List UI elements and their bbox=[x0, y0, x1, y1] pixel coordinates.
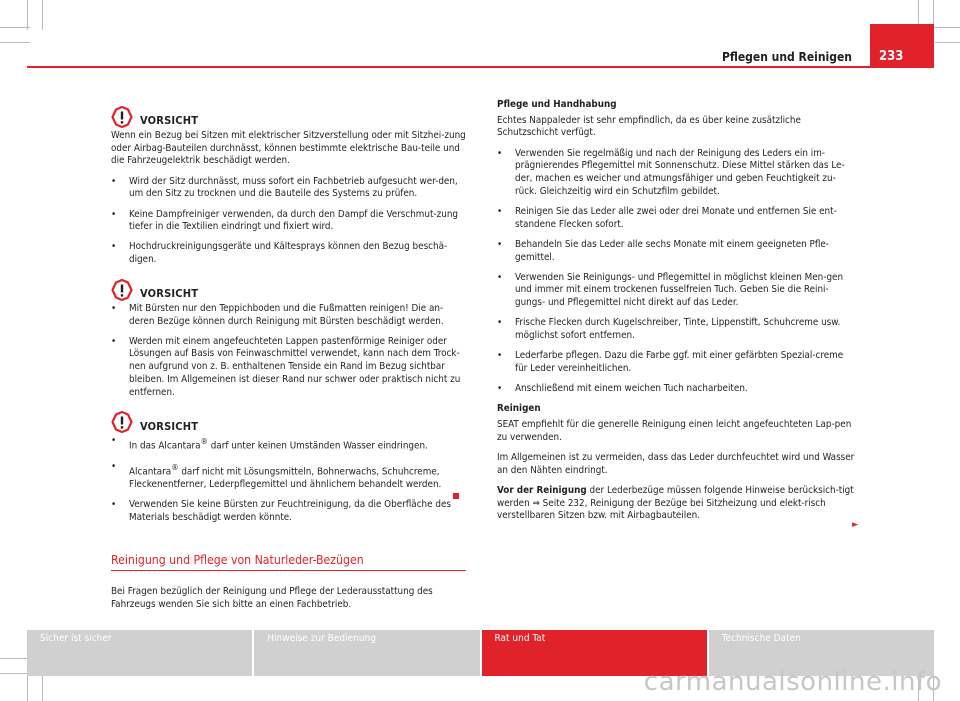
warning-title: VORSICHT bbox=[140, 419, 199, 433]
tab-hinweise-zur-bedienung[interactable]: Hinweise zur Bedienung bbox=[254, 630, 479, 676]
end-of-section-square-icon bbox=[453, 493, 459, 499]
crop-mark bbox=[0, 673, 30, 674]
warning-box-brushes bbox=[111, 279, 466, 399]
warning-header bbox=[111, 411, 466, 433]
section-intro: Bei Fragen bezüglich der Reinigung und Pflege der Lederausstattung des Fahrzeugs wenden Sie sich bitte an einen Fachbetrieb. bbox=[111, 586, 433, 610]
care-heading: Pflege und Handhabung bbox=[497, 99, 617, 110]
crop-mark bbox=[42, 672, 43, 701]
bullet-text: darf unter keinen Umständen Wasser eindringen. bbox=[207, 440, 428, 452]
care-intro: Echtes Nappaleder ist sehr empfindlich, da es über keine zusätzliche Schutzschicht verfügt. bbox=[497, 114, 801, 139]
crop-mark bbox=[0, 27, 30, 28]
clean-bold-lead: Vor der Reinigung bbox=[497, 484, 587, 496]
warning-bullet bbox=[111, 435, 466, 453]
left-column bbox=[111, 106, 466, 619]
watermark: carmanualsonline.info bbox=[643, 667, 942, 697]
warning-exclamation-icon bbox=[111, 106, 133, 128]
warning-title: VORSICHT bbox=[140, 114, 199, 128]
warning-bullet: • Mit Bürsten nur den Teppichboden und die Fußmatten reinigen! Die an-deren Bezüge können durch Reinigung mit Bürsten beschädigt werden. bbox=[111, 303, 466, 328]
warning-bullet: • Hochdruckreinigungsgeräte und Kältesprays können den Bezug beschä-digen. bbox=[111, 241, 466, 266]
bullet-text: In das Alcantara bbox=[129, 440, 201, 452]
warning-header bbox=[111, 106, 466, 128]
registered-mark: ® bbox=[171, 461, 179, 472]
page-number-badge bbox=[870, 24, 934, 68]
clean-paragraph bbox=[497, 485, 857, 523]
registered-mark: ® bbox=[200, 436, 208, 447]
warning-bullet: • Verwenden Sie keine Bürsten zur Feuchtreinigung, da die Oberfläche des Materials beschädigt werden könnte. bbox=[111, 499, 466, 524]
care-bullet: • Anschließend mit einem weichen Tuch nacharbeiten. bbox=[497, 383, 857, 396]
warning-header bbox=[111, 279, 466, 301]
crop-mark bbox=[27, 0, 28, 30]
crop-mark bbox=[935, 42, 960, 43]
continue-arrow-icon: ► bbox=[852, 520, 859, 530]
warning-bullet: • Werden mit einem angefeuchteten Lappen pastenförmige Reiniger oder Lösungen auf Basis von Feinwaschmittel verwendet, kann nach dem Trock-nen aufgrund von z. B. enthaltenen Tenside ein Rand im Bezug sichtbar bleiben. Im Allgemeinen ist dieser Rand nur schwer oder praktisch nicht zu entfernen. bbox=[111, 336, 466, 400]
warning-intro: Wenn ein Bezug bei Sitzen mit elektrischer Sitzverstellung oder mit Sitzhei-zung oder Airbag-Bauteilen durchnässt, können bestimmte elektrische Bau-teile und die Fahrzeugelektrik beschädigt werden. bbox=[111, 130, 466, 167]
care-bullet: • Verwenden Sie Reinigungs- und Pflegemittel in möglichst kleinen Men-gen und immer mit einem trockenen fusselfreien Tuch. Geben Sie die Reini-gungs- und Pflegemittel nicht direkt auf das Leder. bbox=[497, 272, 857, 310]
care-bullet: • Lederfarbe pflegen. Dazu die Farbe ggf. mit einer gefärbten Spezial-creme für Leder vereinheitlichen. bbox=[497, 350, 857, 375]
tab-sicher-ist-sicher[interactable]: Sicher ist sicher bbox=[27, 630, 252, 676]
section-heading: Reinigung und Pflege von Naturleder-Bezügen bbox=[111, 553, 364, 568]
care-bullet: • Frische Flecken durch Kugelschreiber, Tinte, Lippenstift, Schuhcreme usw. möglichst sofort entfernen. bbox=[497, 317, 857, 342]
clean-paragraph: Im Allgemeinen ist zu vermeiden, dass das Leder durchfeuchtet wird und Wasser an den Nähten eindringt. bbox=[497, 451, 855, 476]
header-rule bbox=[27, 66, 870, 68]
warning-box-alcantara bbox=[111, 411, 466, 524]
warning-exclamation-icon bbox=[111, 279, 133, 301]
clean-cross-reference-text[interactable]: der Lederbezüge müssen folgende Hinweise berücksich-tigt werden ⇒ Seite 232, Reinigung der Bezüge bei Sitzheizung und elekt-risch verstellbaren Sitzen bzw. mit Airbagbauteilen. bbox=[497, 484, 854, 522]
warning-exclamation-icon bbox=[111, 411, 133, 433]
tab-technische-daten[interactable]: Technische Daten bbox=[709, 630, 934, 676]
care-bullet: • Verwenden Sie regelmäßig und nach der Reinigung des Leders ein im-prägnierendes Pflegemittel mit Sonnenschutz. Diese Mittel stärken das Le-der, machen es weicher und atmungsfähiger und geben Feuchtigkeit zu-rück. Gleichzeitig wird ein Schutzfilm gebildet. bbox=[497, 148, 857, 199]
clean-paragraph: SEAT empfiehlt für die generelle Reinigung einen leicht angefeuchteten Lap-pen zu verwenden. bbox=[497, 419, 852, 443]
warning-bullet: • Keine Dampfreiniger verwenden, da durch den Dampf die Verschmut-zung tiefer in die Textilien eindringt und fixiert wird. bbox=[111, 209, 466, 234]
crop-mark bbox=[0, 42, 30, 43]
right-column bbox=[497, 99, 857, 530]
bullet-text: Alcantara bbox=[129, 465, 172, 477]
crop-mark bbox=[27, 672, 28, 701]
crop-mark bbox=[0, 658, 30, 659]
running-header-title: Pflegen und Reinigen bbox=[721, 50, 852, 64]
page-number: 233 bbox=[879, 49, 904, 64]
tab-rat-und-tat[interactable]: Rat und Tat bbox=[482, 630, 707, 676]
crop-mark bbox=[935, 27, 960, 28]
care-bullet: • Reinigen Sie das Leder alle zwei oder drei Monate und entfernen Sie ent-standene Flecken sofort. bbox=[497, 206, 857, 231]
warning-bullet: • Wird der Sitz durchnässt, muss sofort ein Fachbetrieb aufgesucht wer-den, um den Sitz zu trocknen und die Bauteile des Systems zu prüfen. bbox=[111, 176, 466, 201]
warning-title: VORSICHT bbox=[140, 287, 199, 301]
bullet-text: darf nicht mit Lösungsmitteln, Bohnerwachs, Schuhcreme, Fleckenentferner, Lederpflegemittel und ähnlichem behandelt werden. bbox=[129, 465, 442, 490]
warning-bullet bbox=[111, 461, 466, 492]
clean-heading: Reinigen bbox=[497, 403, 541, 415]
section-rule bbox=[111, 570, 466, 571]
warning-box-electrics bbox=[111, 106, 466, 267]
crop-mark bbox=[42, 0, 43, 30]
care-bullet: • Behandeln Sie das Leder alle sechs Monate mit einem geeigneten Pfle-gemittel. bbox=[497, 239, 857, 264]
